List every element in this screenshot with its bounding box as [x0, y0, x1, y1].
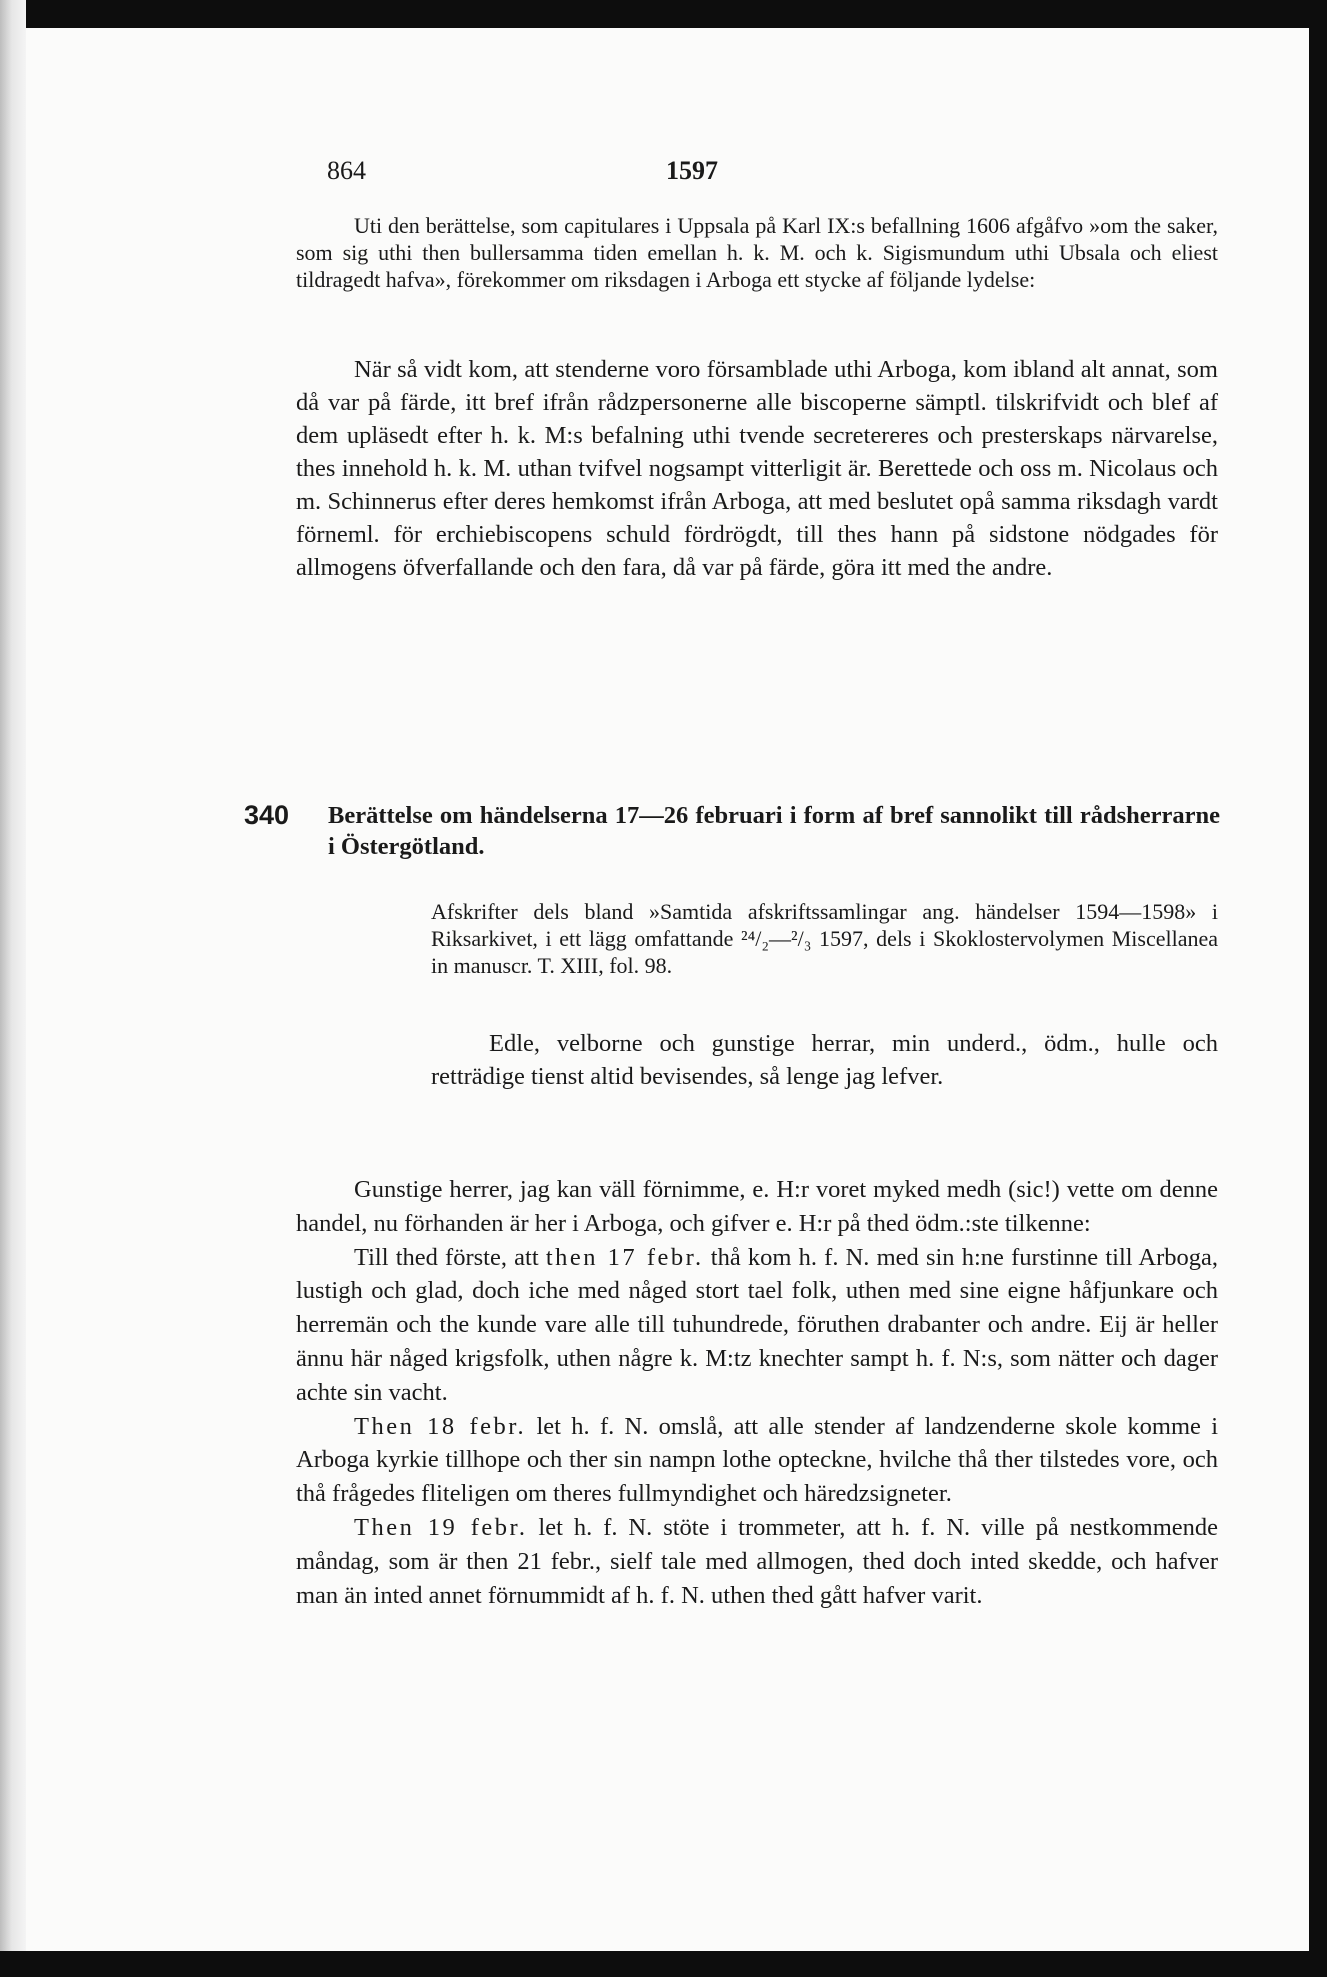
salutation	[431, 1027, 1218, 1093]
scan-border-left	[0, 0, 26, 1977]
p4-rest: let h. f. N. stöte i trommeter, att h. f. N. ville på nestkommende måndag, som är then 21 febr., sielf tale med allmogen, thed doch inted skedde, och hafver man än inted annet förnummidt af h. f. N. uthen thed gått hafver varit.	[296, 1513, 1218, 1609]
scan-border-bottom	[0, 1951, 1327, 1977]
date-18-febr: Then 18 febr.	[354, 1412, 527, 1440]
p3-rest: let h. f. N. omslå, att alle stender af landzenderne skole komme i Arboga kyrkie tillhope och ther sin nampn lothe opteckne, hvilche thå ther tilstedes vore, och thå frågedes fliteligen om theres fullmyndighet och häredzsigneter.	[296, 1412, 1219, 1508]
quote-text: När så vidt kom, att stenderne voro församblade uthi Arboga, kom ibland alt annat, som då var på färde, itt bref ifrån rådzpersonerne alle biscoperne sämptl. tilskrifvidt och blef af dem upläsedt efter h. k. M:s befalning uthi tvende secretereres och presterskaps närvarelse, thes innehold h. k. M. uthan tvifvel nogsampt vitterligit är. Berettede och oss m. Nicolaus och m. Schinnerus efter deres hemkomst ifrån Arboga, att med beslutet opå samma riksdagh vardt förneml. för erchiebiscopens schuld fördrögdt, till thes hann på sidstone nödgades för allmogens öfverfallande och den fara, då var på färde, göra itt med the andre.	[296, 356, 1218, 581]
document-number: 340	[244, 800, 290, 830]
body-paragraph-2	[296, 1241, 1218, 1410]
date-19-febr: Then 19 febr.	[354, 1513, 528, 1541]
quoted-passage	[296, 353, 1218, 584]
book-page	[26, 28, 1309, 1951]
source-note	[431, 898, 1218, 980]
body-paragraph-4	[296, 1511, 1218, 1612]
page-header	[26, 156, 1309, 196]
body-paragraph-3	[296, 1410, 1218, 1511]
running-year: 1597	[666, 156, 718, 185]
intro-paragraph	[296, 212, 1218, 294]
intro-text: Uti den berättelse, som capitulares i Uppsala på Karl IX:s befallning 1606 afgåfvo »om the saker, som sig uthi then bullersamma tiden emellan h. k. M. och k. Sigismundum uthi Ubsala och eliest tildragedt hafva», förekommer om riksdagen i Arboga ett stycke af följande lydelse:	[296, 213, 1218, 293]
scan-border-right	[1309, 28, 1327, 1977]
letter-body	[296, 1173, 1218, 1612]
p2-rest: thå kom h. f. N. med sin h:ne furstinne till Arboga, lustigh och glad, doch iche med någed stort tael folk, uthen med sine eigne håfjunkare och herremän och the kunde vare alle till tuhundrede, föruthen drabanter och andre. Eij är heller ännu här någed krigsfolk, uthen någre k. M:tz knechter sampt h. f. N:s, som nätter och dager achte sin vacht.	[296, 1243, 1219, 1406]
scan-border-top	[0, 0, 1327, 28]
document-title: Berättelse om händelserna 17—26 februari i form af bref sannolikt till rådsherrarne i Östergötland.	[328, 802, 1220, 860]
p2-lead: Till thed förste, att	[354, 1243, 539, 1271]
salutation-text: Edle, velborne och gunstige herrar, min underd., ödm., hulle och retträdige tienst altid bevisendes, så lenge jag lefver.	[431, 1030, 1218, 1090]
page-number: 864	[327, 156, 366, 185]
source-note-text: Afskrifter dels bland »Samtida afskriftssamlingar ang. händelser 1594—1598» i Riksarkivet, i ett lägg omfattande ²⁴/₂—²/₃ 1597, dels i Skoklostervolymen Miscellanea in manuscr. T. XIII, fol. 98.	[431, 899, 1218, 979]
date-17-febr: then 17 febr.	[545, 1243, 704, 1271]
body-paragraph-1: Gunstige herrer, jag kan väll förnimme, e. H:r voret myked medh (sic!) vette om denne handel, nu förhanden är her i Arboga, och gifver e. H:r på thed ödm.:ste tilkenne:	[296, 1176, 1218, 1237]
